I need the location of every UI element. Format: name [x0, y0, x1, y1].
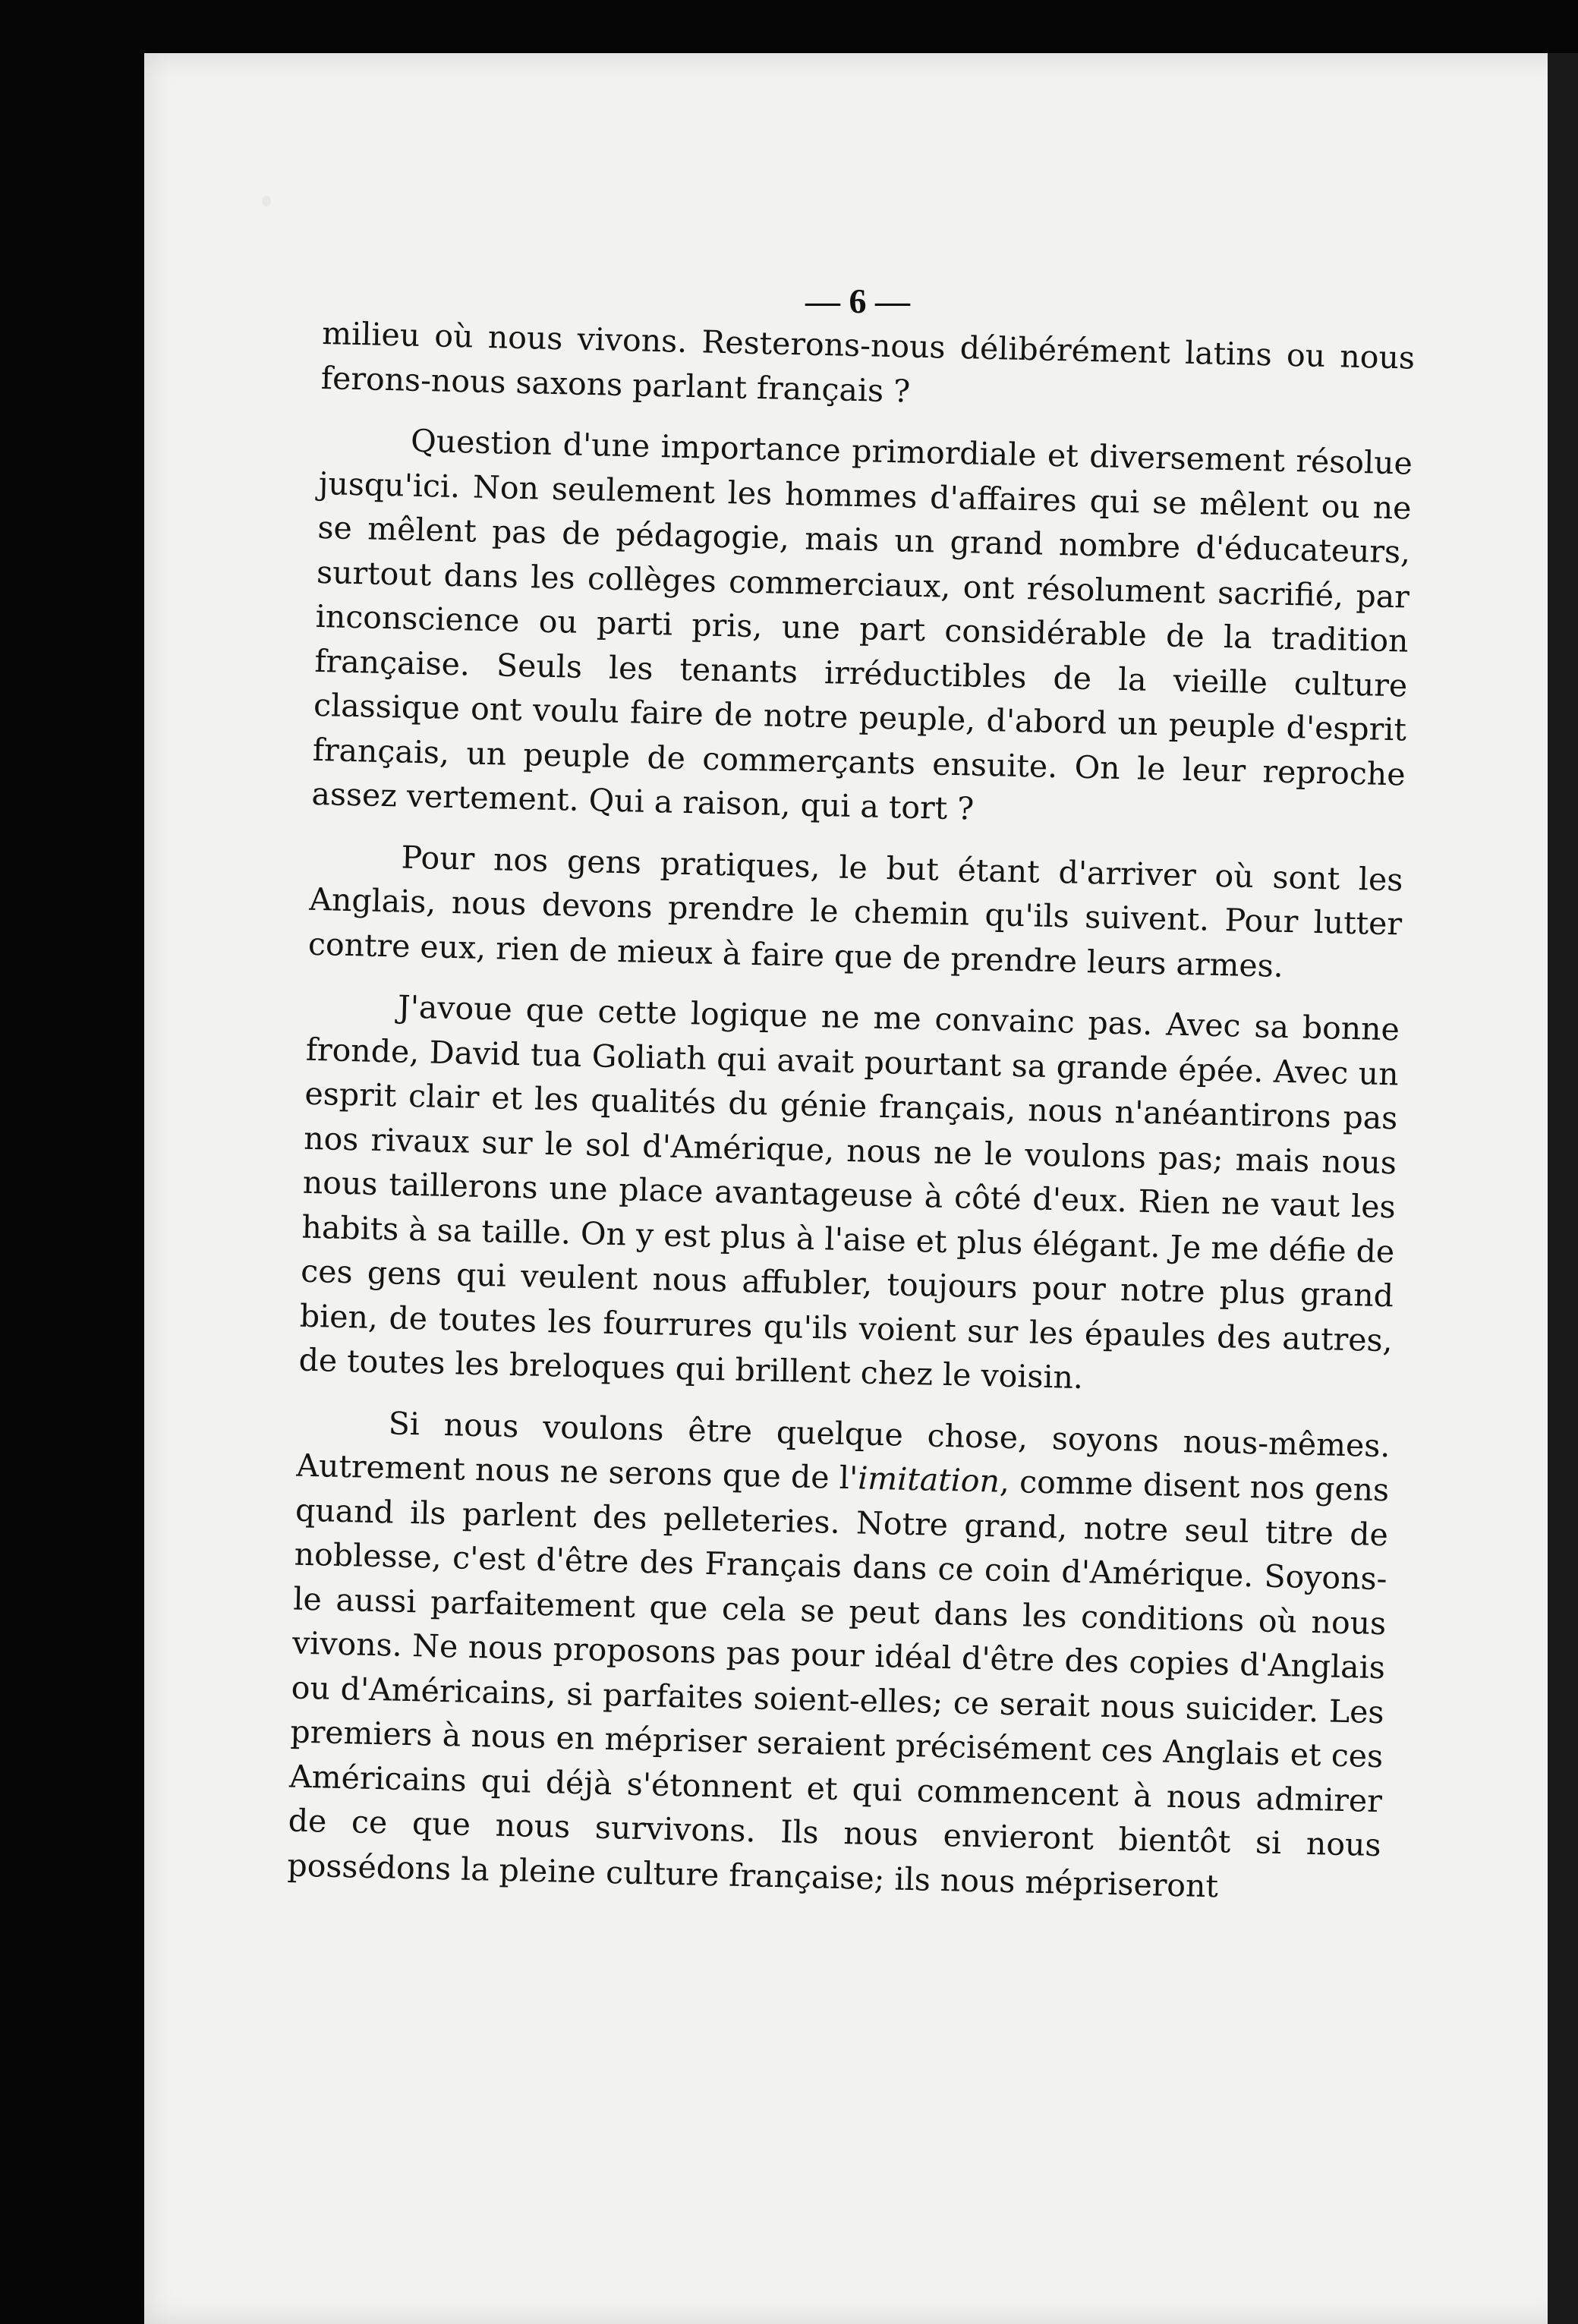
paragraph: J'avoue que cette logique ne me convainc pas. Avec sa bonne fronde, David tua Goliath qui avait pourtant sa grande épée. Avec un esprit clair et les qualités du génie français, nous n'anéantirons pas nos rivaux sur le sol d'Amérique, nous ne le voulons pas; mais nous nous taillerons une place avantageuse à côté d'eux. Rien ne vaut les habits à sa taille. On y est plus à l'aise et plus élégant. Je me défie de ces gens qui veulent nous affubler, toujours pour notre plus grand bien, de toutes les fourrures qu'ils voient sur les épaules des autres, de toutes les breloques qui brillent chez le voisin. — [298, 988, 1400, 1397]
paragraph-text: , comme disent nos gens quand ils parlent des pelleteries. Notre grand, notre seul titre de noblesse, c'est d'être des Français dans ce coin d'Amérique. Soyons-le aussi parfaitement que cela se peut dans les conditions où nous vivons. Ne nous proposons pas pour idéal d'être des copies d'Anglais ou d'Américains, si parfaites soient-elles; ce serait nous suicider. Les premiers à nous en mépriser seraient précisément ces Anglais et ces Américains qui déjà s'étonnent et qui commencent à nous admirer de ce que nous survivons. Ils nous envieront bientôt si nous possédons la pleine culture française; ils nous mépriseront — [287, 1463, 1390, 1904]
paragraph: milieu où nous vivons. Resterons-nous délibérément latins ou nous ferons-nous saxons parlant français ? — [320, 314, 1416, 410]
scan-speck — [262, 196, 271, 206]
paragraph: Question d'une importance primordiale et diversement résolue jusqu'ici. Non seulement les hommes d'affaires qui se mêlent ou ne se mêlent pas de pédagogie, mais un grand nombre d'éducateurs, surtout dans les collèges commerciaux, ont résolument sacrifié, par inconscience ou parti pris, une part considérable de la tradition française. Seuls les tenants irréductibles de la vieille culture classique ont voulu faire de notre peuple, d'abord un peuple d'esprit français, un peuple de commerçants ensuite. On le leur reproche assez vertement. Qui a raison, qui a tort ? — [311, 422, 1413, 827]
paragraph-text: Si nous voulons être quelque chose, soyons nous-mêmes. Autrement nous ne serons que de l' — [295, 1404, 1391, 1497]
paragraph — [287, 1399, 1391, 1912]
body-text — [286, 311, 1415, 1929]
italic-term: imitation — [857, 1460, 1000, 1500]
next-page-edge — [1548, 53, 1578, 2324]
page-number: — 6 — — [805, 282, 910, 320]
paragraph: Pour nos gens pratiques, le but étant d'arriver où sont les Anglais, nous devons prendre le chemin qu'ils suivent. Pour lutter contre eux, rien de mieux à faire que de prendre leurs armes. — [307, 839, 1403, 984]
